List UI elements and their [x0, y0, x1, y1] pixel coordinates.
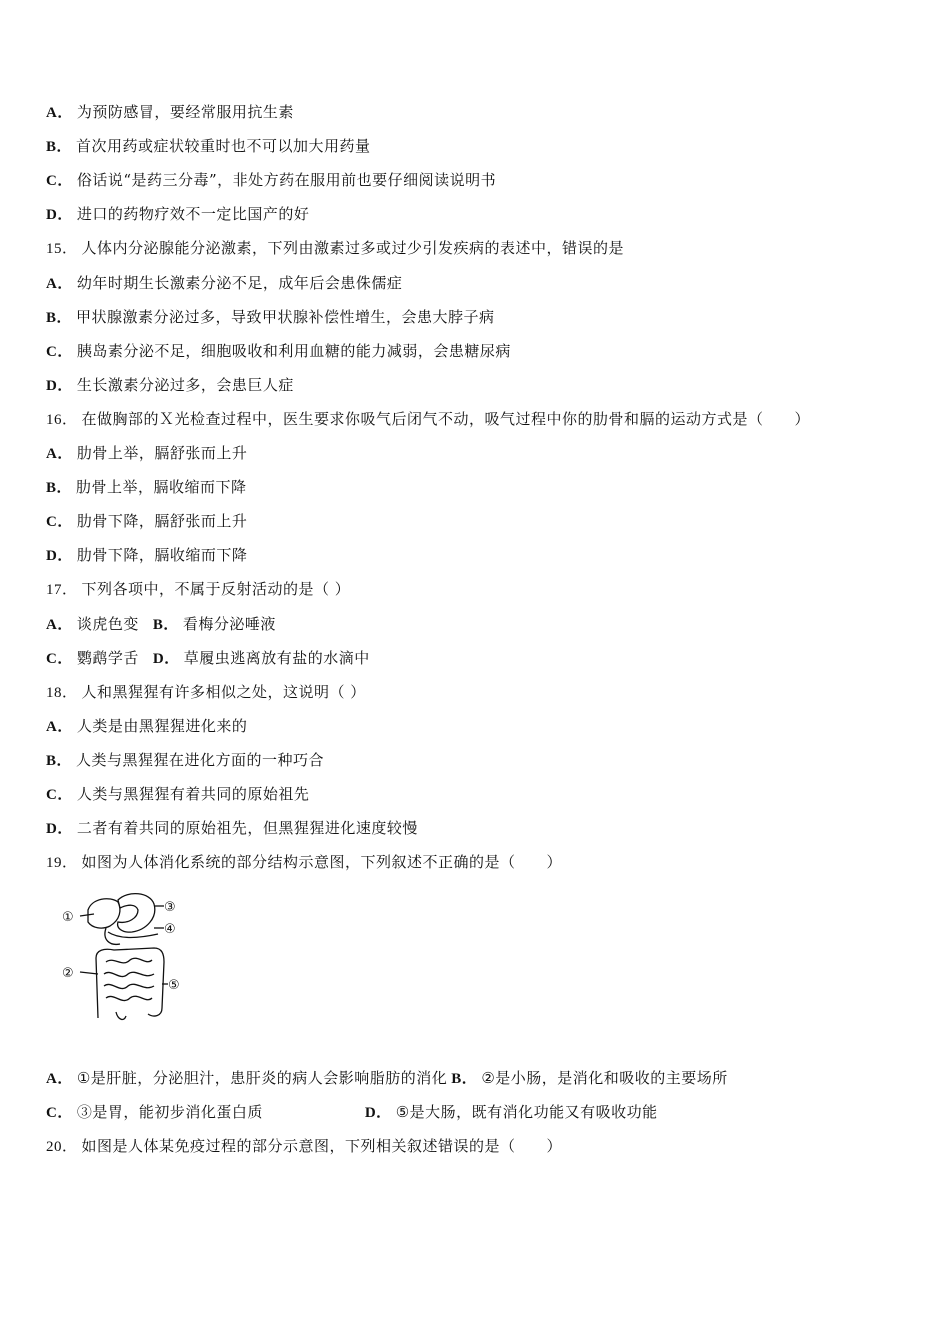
- question-stem: 在做胸部的Ｘ光检查过程中，医生要求你吸气后闭气不动，吸气过程中你的肋骨和膈的运动方式是（ ）: [81, 410, 811, 428]
- question-number: 18．: [46, 685, 78, 701]
- leader-line-1: [80, 914, 94, 916]
- option-line: [46, 341, 511, 362]
- option-letter: A．: [46, 719, 73, 735]
- option-text: ②是小肠，是消化和吸收的主要场所: [481, 1069, 728, 1087]
- option-letter: D．: [46, 821, 73, 837]
- option-text: 生长激素分泌过多，会患巨人症: [76, 376, 294, 394]
- question-20: [46, 1136, 562, 1157]
- question-stem: 如图是人体某免疫过程的部分示意图，下列相关叙述错误的是（ ）: [81, 1137, 563, 1155]
- option-text: 为预防感冒，要经常服用抗生素: [76, 103, 294, 121]
- option-letter: C．: [46, 514, 73, 530]
- liver-shape: [88, 899, 120, 928]
- question-number: 20．: [46, 1139, 78, 1155]
- diagram-label-3: ③: [164, 900, 176, 915]
- option-text: 幼年时期生长激素分泌不足，成年后会患侏儒症: [76, 274, 403, 292]
- question-number: 17．: [46, 582, 78, 598]
- option-line: [46, 716, 247, 737]
- option-letter: A．: [46, 1071, 73, 1087]
- q19-options-row-1: [46, 1068, 728, 1089]
- option-letter: A．: [46, 276, 73, 292]
- option-letter: C．: [46, 173, 73, 189]
- digestive-system-diagram: [58, 888, 188, 1028]
- option-letter: C．: [46, 787, 73, 803]
- option-letter: D．: [46, 378, 73, 394]
- option-letter: C．: [46, 344, 73, 360]
- q19-options-row-2: [46, 1102, 658, 1123]
- option-letter: B．: [46, 139, 73, 155]
- option-letter: D．: [152, 651, 180, 667]
- option-text: 俗话说“是药三分毒”，非处方药在服用前也要仔细阅读说明书: [76, 171, 497, 189]
- question-stem: 人和黑猩猩有许多相似之处，这说明（ ）: [81, 683, 366, 701]
- option-text: 二者有着共同的原始祖先，但黑猩猩进化速度较慢: [76, 819, 418, 837]
- option-line: [46, 511, 247, 532]
- option-line: [46, 648, 370, 669]
- option-letter: C．: [46, 1105, 73, 1121]
- question-stem: 人体内分泌腺能分泌激素，下列由激素过多或过少引发疾病的表述中，错误的是: [81, 239, 625, 257]
- option-letter: A．: [46, 446, 73, 462]
- option-text: ③是胃，能初步消化蛋白质: [76, 1103, 263, 1121]
- option-letter: C．: [46, 651, 73, 667]
- question-stem-line: [46, 238, 624, 259]
- option-text: 肋骨下降，膈舒张而上升: [76, 512, 248, 530]
- question-number: 15．: [46, 241, 78, 257]
- rectum-shape: [116, 1012, 126, 1019]
- option-letter: B．: [152, 617, 179, 633]
- option-line: [46, 750, 324, 771]
- option-letter: D．: [46, 548, 73, 564]
- small-intestine-shape: [104, 958, 154, 1000]
- option-line: [46, 204, 309, 225]
- pancreas-shape: [108, 932, 158, 938]
- option-text: 草履虫逃离放有盐的水滴中: [183, 649, 370, 667]
- option-text: 甲状腺激素分泌过多，导致甲状腺补偿性增生，会患大脖子病: [76, 308, 495, 326]
- diagram-label-2: ②: [62, 966, 74, 981]
- option-text: 谈虎色变: [76, 615, 139, 633]
- option-line: [46, 443, 247, 464]
- option-text: 进口的药物疗效不一定比国产的好: [76, 205, 310, 223]
- option-text: 鹦鹉学舌: [76, 649, 139, 667]
- option-text: 首次用药或症状较重时也不可以加大用药量: [76, 137, 371, 155]
- option-letter: D．: [364, 1105, 392, 1121]
- option-line: [46, 102, 294, 123]
- diagram-label-1: ①: [62, 910, 74, 925]
- question-number: 19．: [46, 855, 78, 871]
- large-intestine-shape: [96, 948, 164, 1018]
- option-line: [46, 273, 402, 294]
- question-number: 16．: [46, 412, 78, 428]
- option-line: [46, 307, 495, 328]
- option-line: [46, 477, 247, 498]
- question-stem: 如图为人体消化系统的部分结构示意图，下列叙述不正确的是（ ）: [81, 853, 563, 871]
- option-text: ①是肝脏，分泌胆汁，患肝炎的病人会影响脂肪的消化: [76, 1069, 448, 1087]
- question-stem-line: [46, 579, 350, 600]
- option-line: [46, 136, 371, 157]
- option-letter: B．: [46, 310, 73, 326]
- option-text: 胰岛素分泌不足，细胞吸收和利用血糖的能力减弱，会患糖尿病: [76, 342, 511, 360]
- diagram-label-4: ④: [164, 922, 176, 937]
- option-text: 肋骨下降，膈收缩而下降: [76, 546, 248, 564]
- option-line: [46, 614, 276, 635]
- option-letter: B．: [451, 1071, 478, 1087]
- question-stem: 下列各项中，不属于反射活动的是（ ）: [81, 580, 351, 598]
- option-text: 人类与黑猩猩在进化方面的一种巧合: [76, 751, 325, 769]
- leader-line-2: [80, 972, 98, 974]
- option-text: 肋骨上举，膈收缩而下降: [76, 478, 247, 496]
- option-line: [46, 784, 309, 805]
- option-letter: B．: [46, 480, 73, 496]
- question-stem-line: [46, 682, 366, 703]
- diagram-label-5: ⑤: [168, 978, 180, 993]
- option-letter: A．: [46, 617, 73, 633]
- option-text: 人类是由黑猩猩进化来的: [76, 717, 248, 735]
- option-line: [46, 375, 294, 396]
- option-letter: B．: [46, 753, 73, 769]
- option-text: 肋骨上举，膈舒张而上升: [76, 444, 248, 462]
- option-line: [46, 545, 247, 566]
- question-stem-line: [46, 409, 810, 430]
- question-stem-line: [46, 852, 562, 873]
- option-text: 看梅分泌唾液: [182, 615, 276, 633]
- option-line: [46, 818, 418, 839]
- option-line: [46, 170, 496, 191]
- option-letter: A．: [46, 105, 73, 121]
- option-text: ⑤是大肠，既有消化功能又有吸收功能: [395, 1103, 658, 1121]
- stomach-shape: [118, 894, 155, 933]
- option-letter: D．: [46, 207, 73, 223]
- option-text: 人类与黑猩猩有着共同的原始祖先: [76, 785, 310, 803]
- digestive-system-illustration: [58, 888, 188, 1028]
